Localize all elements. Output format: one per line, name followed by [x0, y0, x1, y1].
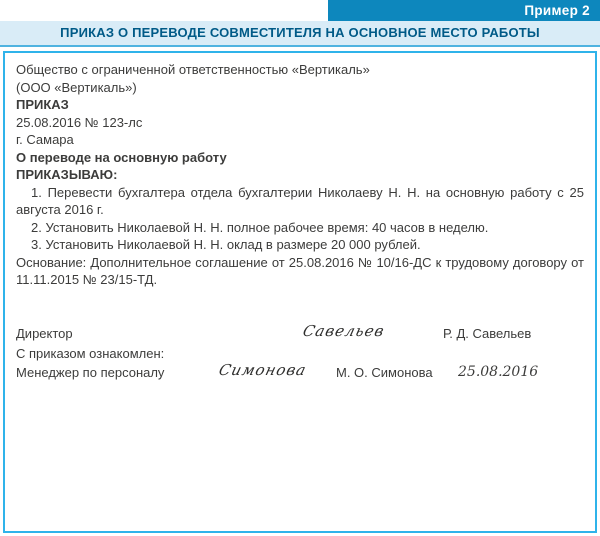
director-name: Р. Д. Савельев [443, 325, 532, 341]
director-handwritten-signature: Савельев [300, 321, 387, 340]
org-short-name: (ООО «Вертикаль») [16, 79, 137, 95]
order-item-3: 3. Установить Николаевой Н. Н. оклад в размере 20 000 рублей. [31, 237, 421, 252]
order-keyword: ПРИКАЗЫВАЮ: [16, 167, 118, 182]
doc-date-number: 25.08.2016 № 123-лс [16, 114, 143, 130]
manager-handwritten-signature: Симонова [216, 361, 309, 379]
order-item-1: 1. Перевести бухгалтера отдела бухгалтерии Николаеву Н. Н. на основную работу с 25 августа 2016 г. [16, 184, 584, 217]
manager-name: М. О. Симонова [336, 365, 433, 380]
manager-position-label: Менеджер по персоналу [16, 365, 165, 380]
document-title-band: ПРИКАЗ О ПЕРЕВОДЕ СОВМЕСТИТЕЛЯ НА ОСНОВНОЕ МЕСТО РАБОТЫ [0, 21, 600, 47]
acknowledgement-date: 25.08.2016 [458, 364, 539, 380]
example-number-badge: Пример 2 [328, 0, 600, 21]
order-document-body [3, 51, 597, 533]
acknowledgement-label: С приказом ознакомлен: [16, 345, 165, 361]
manager-signature-row [16, 361, 584, 384]
basis-paragraph: Основание: Дополнительное соглашение от 25.08.2016 № 10/16-ДС к трудовому договору от 11.11.2015 № 23/15-ТД. [16, 254, 584, 287]
doc-type-heading: ПРИКАЗ [16, 97, 69, 112]
director-position-label: Директор [16, 325, 73, 341]
org-full-name: Общество с ограниченной ответственностью «Вертикаль» [16, 62, 370, 77]
order-items-list [16, 184, 584, 254]
director-signature-row [16, 321, 584, 345]
doc-subject: О переводе на основную работу [16, 149, 227, 165]
order-item-2: 2. Установить Николаевой Н. Н. полное рабочее время: 40 часов в неделю. [31, 219, 489, 235]
doc-city: г. Самара [16, 132, 74, 147]
